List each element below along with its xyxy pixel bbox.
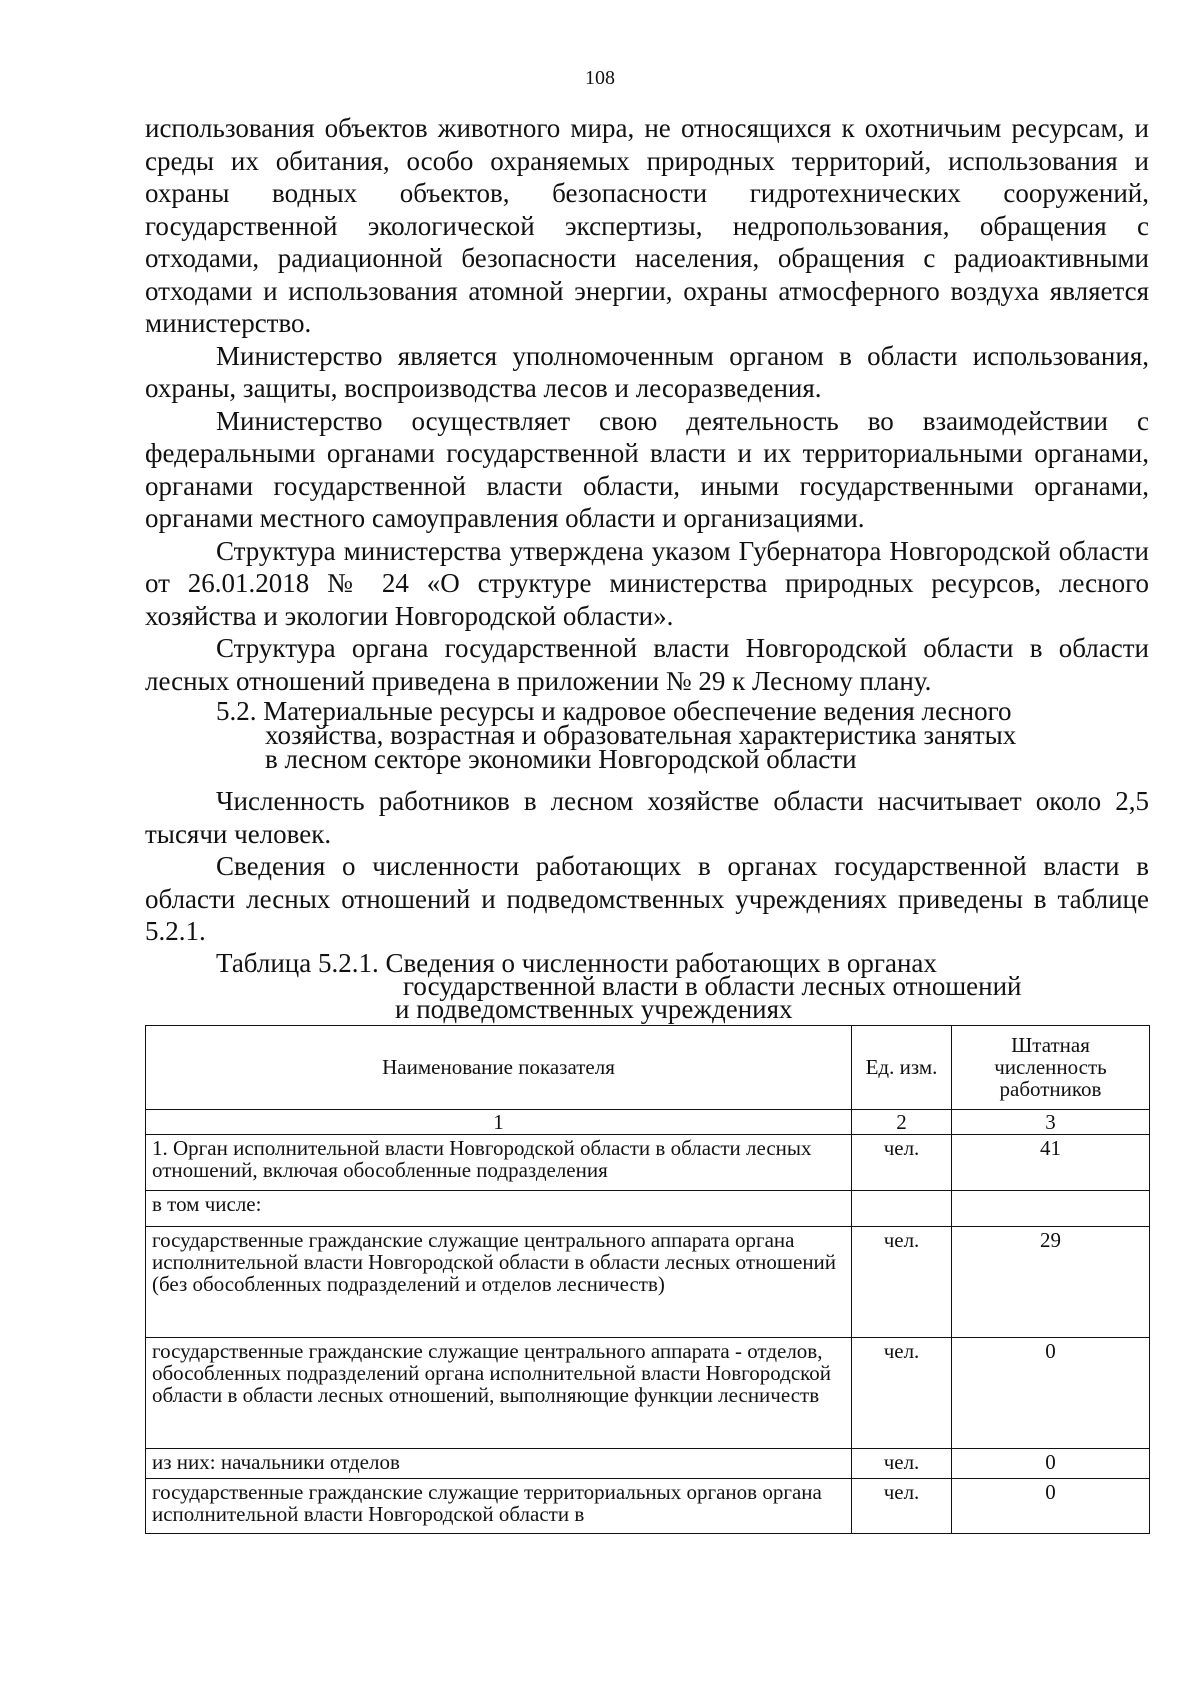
column-header: Штатная численность работников [952,1025,1150,1109]
page-number: 108 [585,67,615,89]
paragraph: Численность работников в лесном хозяйстве области насчитывает около 2,5 тысячи человек. [145,786,1149,849]
value-cell: 0 [952,1478,1150,1533]
unit-cell: чел. [852,1226,952,1337]
table-row [146,1448,1150,1478]
indicator-cell: 1. Орган исполнительной власти Новгородской области в области лесных отношений, включая обособленные подразделения [146,1134,852,1190]
indicator-cell: государственные гражданские служащие центрального аппарата - отделов, обособленных подразделений органа исполнительной власти Новгородской области в области лесных отношений, выполняющие функции лесничеств [146,1337,852,1448]
column-header: Наименование показателя [146,1025,852,1109]
paragraph: Структура органа государственной власти Новгородской области в области лесных отношений приведена в приложении № 29 к Лесному плану. [145,633,1149,696]
unit-cell: чел. [852,1448,952,1478]
paragraph: Структура министерства утверждена указом Губернатора Новгородской области от 26.01.2018 № 24 «О структуре министерства природных ресурсов, лесного хозяйства и экологии Новгородской области». [145,535,1149,631]
paragraph: Министерство осуществляет свою деятельность во взаимодействии с федеральными органами государственной власти и их территориальными органами, органами государственной власти области, иными государственными органами, органами местного самоуправления области и организациями. [145,405,1149,533]
column-number: 2 [852,1109,952,1134]
table-caption [145,947,1149,1024]
section-heading-line: 5.2. Материальные ресурсы и кадровое обеспечение ведения лесного [216,696,1012,726]
table-row [146,1337,1150,1448]
paragraph: Министерство является уполномоченным органом в области использования, охраны, защиты, воспроизводства лесов и лесоразведения. [145,340,1149,403]
section-heading-line: в лесном секторе экономики Новгородской области [265,744,857,774]
indicator-cell: государственные гражданские служащие центрального аппарата органа исполнительной власти Новгородской области в области лесных отношений (без обособленных подразделений и отделов лесничеств) [146,1226,852,1337]
column-header: Ед. изм. [852,1025,952,1109]
table-caption-line: Таблица 5.2.1. Сведения о численности работающих в органах [216,947,937,978]
staff-table [145,1025,1150,1534]
unit-cell: чел. [852,1337,952,1448]
value-cell: 29 [952,1226,1150,1337]
indicator-cell: государственные гражданские служащие территориальных органов органа исполнительной власти Новгородской области в [146,1478,852,1533]
paragraph: Сведения о численности работающих в органах государственной власти в области лесных отношений и подведомственных учреждениях приведены в таблице 5.2.1. [145,851,1149,946]
table-header-row [146,1025,1150,1109]
table-caption-line: и подведомственных учреждениях [395,993,793,1024]
column-number-row [146,1109,1150,1134]
table-caption-line: государственной власти в области лесных отношений [403,970,1022,1001]
value-cell: 0 [952,1337,1150,1448]
table-row [146,1478,1150,1533]
value-cell: 0 [952,1448,1150,1478]
unit-cell: чел. [852,1478,952,1533]
indicator-cell: из них: начальники отделов [146,1448,852,1478]
table-row [146,1226,1150,1337]
unit-cell: чел. [852,1134,952,1190]
section-heading [145,696,1149,774]
section-heading-line: хозяйства, возрастная и образовательная характеристика занятых [265,720,1017,750]
indicator-cell: в том числе: [146,1190,852,1226]
paragraph: использования объектов животного мира, не относящихся к охотничьим ресурсам, и среды их обитания, особо охраняемых природных территорий, использования и охраны водных объектов, безопасности гидротехнических сооружений, государственной экологической экспертизы, недропользования, обращения с отходами, радиационной безопасности населения, обращения с радиоактивными отходами и использования атомной энергии, охраны атмосферного воздуха является министерство. [145,113,1149,338]
value-cell [952,1190,1150,1226]
table-row [146,1134,1150,1190]
document-body [145,112,1149,1534]
table-row [146,1190,1150,1226]
column-number: 1 [146,1109,852,1134]
column-number: 3 [952,1109,1150,1134]
unit-cell [852,1190,952,1226]
value-cell: 41 [952,1134,1150,1190]
